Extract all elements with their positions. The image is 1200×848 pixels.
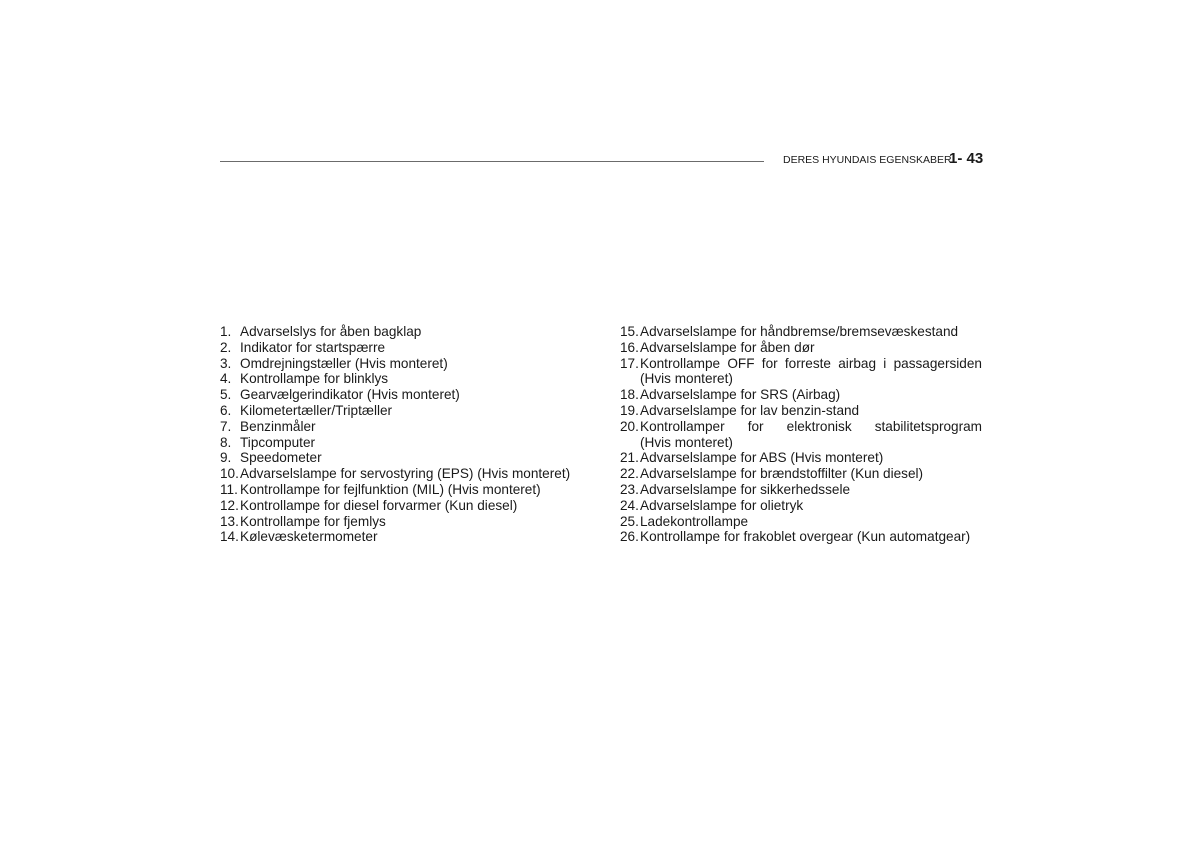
item-number: 3. xyxy=(220,355,232,371)
item-number: 4. xyxy=(220,371,232,387)
item-number: 24. xyxy=(620,497,639,513)
list-item xyxy=(220,529,592,545)
item-text-continuation: (Hvis monteret) xyxy=(640,434,733,450)
item-number: 2. xyxy=(220,339,232,355)
item-text: Kontrollampe for fejlfunktion (MIL) (Hvis monteret) xyxy=(240,481,541,497)
item-number: 9. xyxy=(220,450,232,466)
list-item xyxy=(620,466,982,482)
item-text: Advarselslampe for håndbremse/bremsevæskestand xyxy=(640,324,959,339)
item-text: Kontrollampe for blinklys xyxy=(240,371,389,387)
item-number: 11. xyxy=(220,481,238,497)
list-item xyxy=(620,403,982,419)
list-item xyxy=(620,324,982,340)
list-item xyxy=(220,498,592,514)
legend-list-left xyxy=(220,324,592,545)
list-item xyxy=(220,387,592,403)
item-text: Indikator for startspærre xyxy=(240,339,386,355)
list-item xyxy=(620,529,982,545)
item-number: 13. xyxy=(220,513,239,529)
legend-list-right xyxy=(620,324,982,545)
item-number: 17. xyxy=(620,355,639,371)
list-item xyxy=(620,498,982,514)
item-number: 5. xyxy=(220,387,232,403)
item-text: Kontrollampe for frakoblet overgear (Kun automatgear) xyxy=(640,529,971,545)
item-text: Advarselslampe for brændstoffilter (Kun diesel) xyxy=(640,466,924,482)
list-item xyxy=(220,435,592,451)
item-text: Advarselslys for åben bagklap xyxy=(240,324,422,339)
item-text: Advarselslampe for SRS (Airbag) xyxy=(640,387,841,403)
item-number: 7. xyxy=(220,418,232,434)
item-number: 12. xyxy=(220,497,239,513)
list-item xyxy=(620,387,982,403)
list-item xyxy=(620,419,982,451)
list-item xyxy=(220,450,592,466)
item-number: 26. xyxy=(620,529,639,545)
item-text: Advarselslampe for sikkerhedssele xyxy=(640,481,851,497)
item-text: Tipcomputer xyxy=(240,434,316,450)
list-item xyxy=(220,403,592,419)
item-number: 20. xyxy=(620,418,639,434)
item-text: Gearvælgerindikator (Hvis monteret) xyxy=(240,387,460,403)
list-item xyxy=(220,324,592,340)
item-text: Benzinmåler xyxy=(240,418,316,434)
list-item xyxy=(220,356,592,372)
header-rule xyxy=(220,161,764,162)
list-item xyxy=(220,419,592,435)
item-number: 16. xyxy=(620,339,639,355)
item-number: 8. xyxy=(220,434,232,450)
item-number: 1. xyxy=(220,324,232,339)
running-header-section: DERES HYUNDAIS EGENSKABER xyxy=(783,154,952,166)
item-number: 22. xyxy=(620,466,639,482)
item-text: Kontrollampe for fjemlys xyxy=(240,513,386,529)
item-text: Advarselslampe for ABS (Hvis monteret) xyxy=(640,450,884,466)
list-item xyxy=(220,371,592,387)
item-number: 6. xyxy=(220,402,232,418)
list-item xyxy=(620,482,982,498)
item-text: Kilometertæller/Triptæller xyxy=(240,402,393,418)
item-text: Advarselslampe for servostyring (EPS) (Hvis monteret) xyxy=(240,466,571,482)
item-text: Kontrollampe for diesel forvarmer (Kun diesel) xyxy=(240,497,518,513)
list-item xyxy=(620,450,982,466)
list-item xyxy=(620,356,982,388)
item-text: Advarselslampe for åben dør xyxy=(640,339,815,355)
item-number: 23. xyxy=(620,481,639,497)
item-text: Kontrollamper for elektronisk stabilitetsprogram xyxy=(640,418,982,434)
item-text: Speedometer xyxy=(240,450,322,466)
list-item xyxy=(620,514,982,530)
list-item xyxy=(220,514,592,530)
item-number: 14. xyxy=(220,529,239,545)
item-text: Kølevæsketermometer xyxy=(240,529,378,545)
list-item xyxy=(220,466,592,482)
item-number: 15. xyxy=(620,324,639,339)
item-text: Kontrollampe OFF for forreste airbag i passagersiden xyxy=(640,355,982,371)
item-number: 21. xyxy=(620,450,639,466)
item-number: 18. xyxy=(620,387,639,403)
item-text: Ladekontrollampe xyxy=(640,513,749,529)
item-text: Advarselslampe for olietryk xyxy=(640,497,804,513)
item-text-continuation: (Hvis monteret) xyxy=(640,371,733,387)
item-text: Omdrejningstæller (Hvis monteret) xyxy=(240,355,448,371)
list-item xyxy=(220,482,592,498)
item-text: Advarselslampe for lav benzin-stand xyxy=(640,402,860,418)
list-item xyxy=(620,340,982,356)
list-item xyxy=(220,340,592,356)
item-number: 10. xyxy=(220,466,239,482)
page-number: 1- 43 xyxy=(949,150,984,167)
item-number: 19. xyxy=(620,402,639,418)
item-number: 25. xyxy=(620,513,639,529)
